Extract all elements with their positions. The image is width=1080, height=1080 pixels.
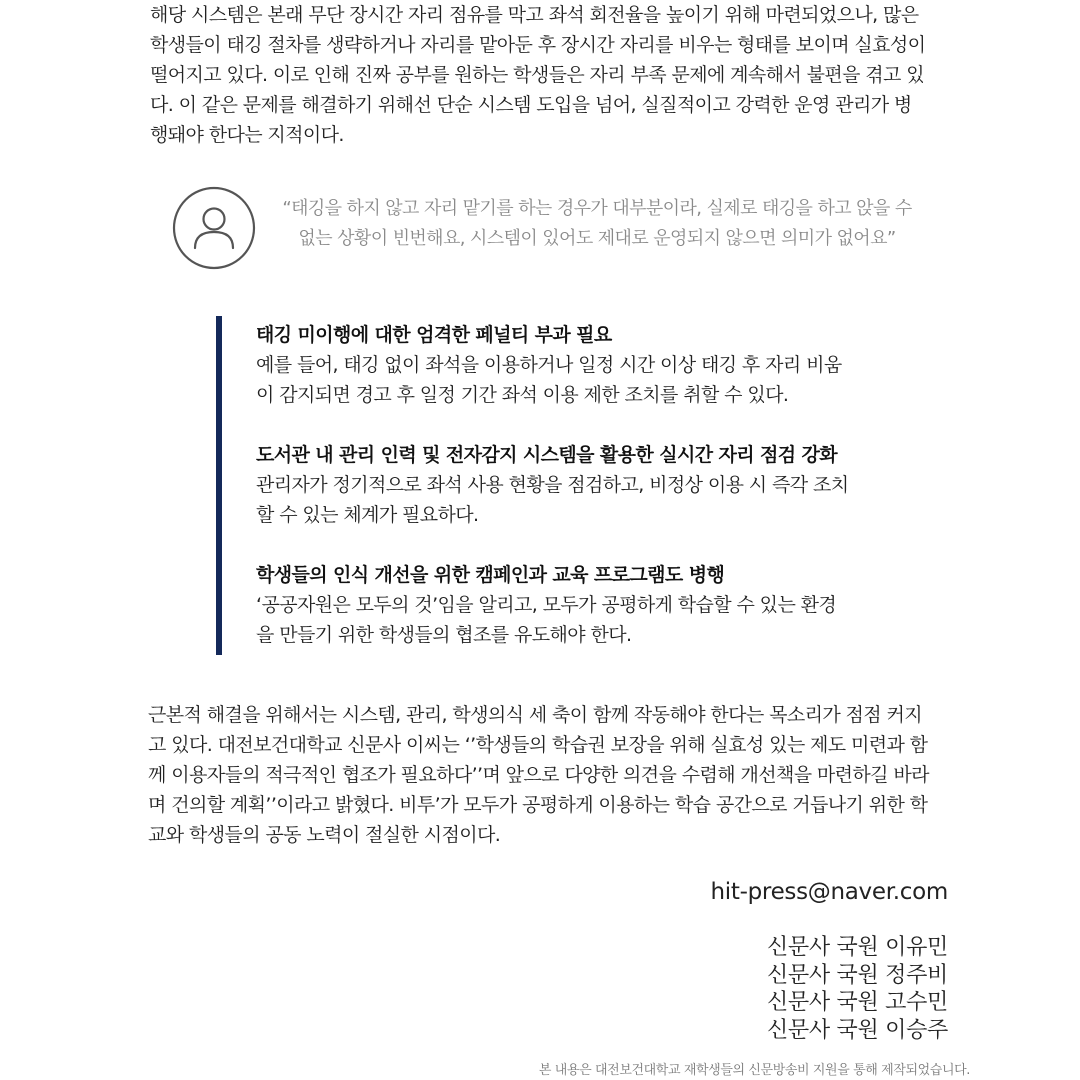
proposal-line: 관리자가 정기적으로 좌석 사용 현황을 점검하고, 비정상 이용 시 즉각 조치	[256, 474, 849, 496]
quote-line: 없는 상황이 빈번해요, 시스템이 있어도 제대로 운영되지 않으면 의미가 없어요”	[298, 228, 896, 249]
closing-paragraph	[148, 700, 948, 850]
proposal-title: 태깅 미이행에 대한 엄격한 페널티 부과 필요	[256, 324, 612, 346]
proposal-item	[256, 320, 896, 410]
intro-paragraph	[150, 0, 950, 150]
proposal-item	[256, 440, 896, 530]
reporter-name: 신문사 국원 이유민	[766, 935, 948, 960]
proposal-line: ‘공공자원은 모두의 것’임을 알리고, 모두가 공평하게 학습할 수 있는 환경	[256, 594, 837, 616]
closing-line: 며 건의할 계획’’이라고 밝혔다. 비투’가 모두가 공평하게 이용하는 학습 공간으로 거듭나기 위한 학	[148, 794, 928, 816]
proposal-line: 할 수 있는 체계가 필요하다.	[256, 504, 479, 526]
closing-line: 교와 학생들의 공동 노력이 절실한 시점이다.	[148, 824, 501, 846]
proposal-item	[256, 560, 896, 650]
quote-line: “태깅을 하지 않고 자리 맡기를 하는 경우가 대부분이라, 실제로 태깅을 하고 앉을 수	[282, 198, 912, 219]
contact-email: hit-press@naver.com	[710, 879, 948, 905]
proposal-line: 이 감지되면 경고 후 일정 기간 좌석 이용 제한 조치를 취할 수 있다.	[256, 384, 789, 406]
intro-line: 해당 시스템은 본래 무단 장시간 자리 점유를 막고 좌석 회전율을 높이기 위해 마련되었으나, 많은	[150, 4, 919, 26]
intro-line: 다. 이 같은 문제를 해결하기 위해선 단순 시스템 도입을 넘어, 실질적이고 강력한 운영 관리가 병	[150, 94, 912, 116]
student-quote	[172, 186, 932, 272]
reporter-name: 신문사 국원 정주비	[766, 962, 948, 988]
reporter-name: 신문사 국원 고수민	[766, 990, 948, 1015]
reporter-name: 신문사 국원 이승주	[766, 1017, 948, 1043]
person-outline-icon	[172, 186, 256, 270]
closing-line: 고 있다. 대전보건대학교 신문사 이씨는 ‘’학생들의 학습권 보장을 위해 실효성 있는 제도 미련과 함	[148, 734, 928, 756]
proposal-line: 예를 들어, 태깅 없이 좌석을 이용하거나 일정 시간 이상 태깅 후 자리 비움	[256, 354, 842, 376]
proposal-line: 을 만들기 위한 학생들의 협조를 유도해야 한다.	[256, 624, 632, 646]
funding-footnote: 본 내용은 대전보건대학교 재학생들의 신문방송비 지원을 통해 제작되었습니다.	[538, 1063, 970, 1078]
proposal-title: 학생들의 인식 개선을 위한 캠페인과 교육 프로그램도 병행	[256, 564, 725, 586]
quote-text	[272, 194, 922, 254]
intro-line: 행돼야 한다는 지적이다.	[150, 124, 344, 146]
intro-line: 학생들이 태깅 절차를 생략하거나 자리를 맡아둔 후 장시간 자리를 비우는 형태를 보이며 실효성이	[150, 34, 926, 56]
closing-line: 근본적 해결을 위해서는 시스템, 관리, 학생의식 세 축이 함께 작동해야 한다는 목소리가 점점 커지	[148, 704, 923, 726]
proposal-points	[216, 316, 916, 656]
intro-line: 떨어지고 있다. 이로 인해 진짜 공부를 원하는 학생들은 자리 부족 문제에 계속해서 불편을 겪고 있	[150, 64, 925, 86]
reporter-list	[767, 934, 948, 1044]
closing-line: 께 이용자들의 적극적인 협조가 필요하다’’며 앞으로 다양한 의견을 수렴해 개선책을 마련하길 바라	[148, 764, 929, 786]
accent-bar	[216, 316, 222, 655]
proposal-title: 도서관 내 관리 인력 및 전자감지 시스템을 활용한 실시간 자리 점검 강화	[256, 444, 838, 466]
